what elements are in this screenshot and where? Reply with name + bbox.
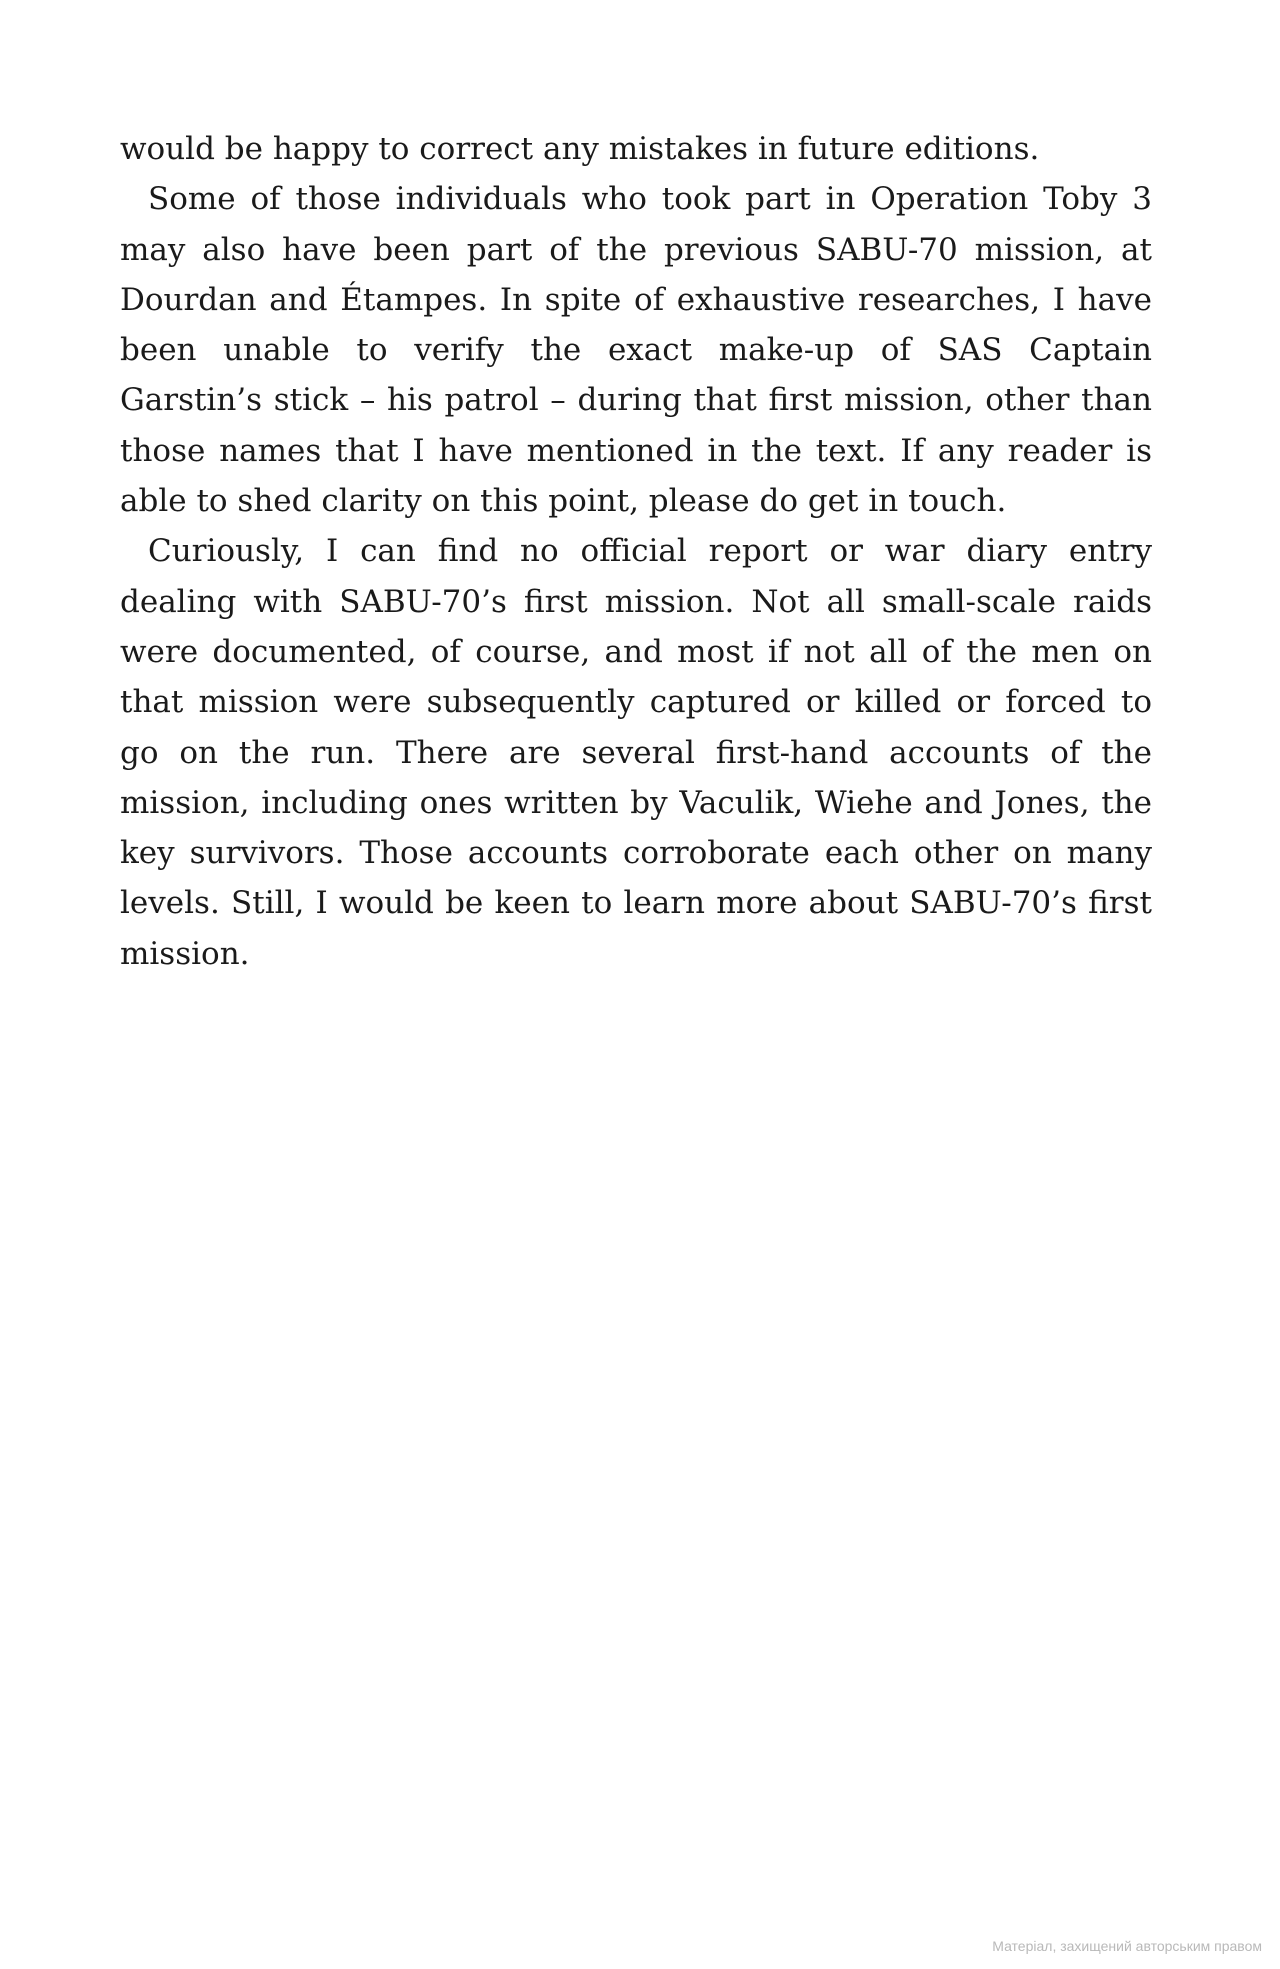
paragraph-continuation: would be happy to correct any mistakes in future editions. [120, 131, 1040, 167]
paragraph-sabu70: Curiously, I can find no official report or war diary entry dealing with SABU-70’s first mission. Not all small-scale raids were documented, of course, and most if not all of the men on that mission were subsequently captured or killed or forced to go on the run. There are several first-hand accounts of the mission, including ones written by Vaculik, Wiehe and Jones, the key survivors. Those accounts corroborate each other on many levels. Still, I would be keen to learn more about SABU-70’s first mission. [120, 533, 1152, 972]
paragraph-toby3: Some of those individuals who took part in Operation Toby 3 may also have been part of the previous SABU-70 mission, at Dourdan and Étampes. In spite of exhaustive researches, I have been unable to verify the exact make-up of SAS Captain Garstin’s stick – his patrol – during that first mission, other than those names that I have mentioned in the text. If any reader is able to shed clarity on this point, please do get in touch. [120, 181, 1152, 520]
page-body [120, 124, 1152, 979]
copyright-watermark: Матеріал, захищений авторським правом [992, 1938, 1262, 1954]
